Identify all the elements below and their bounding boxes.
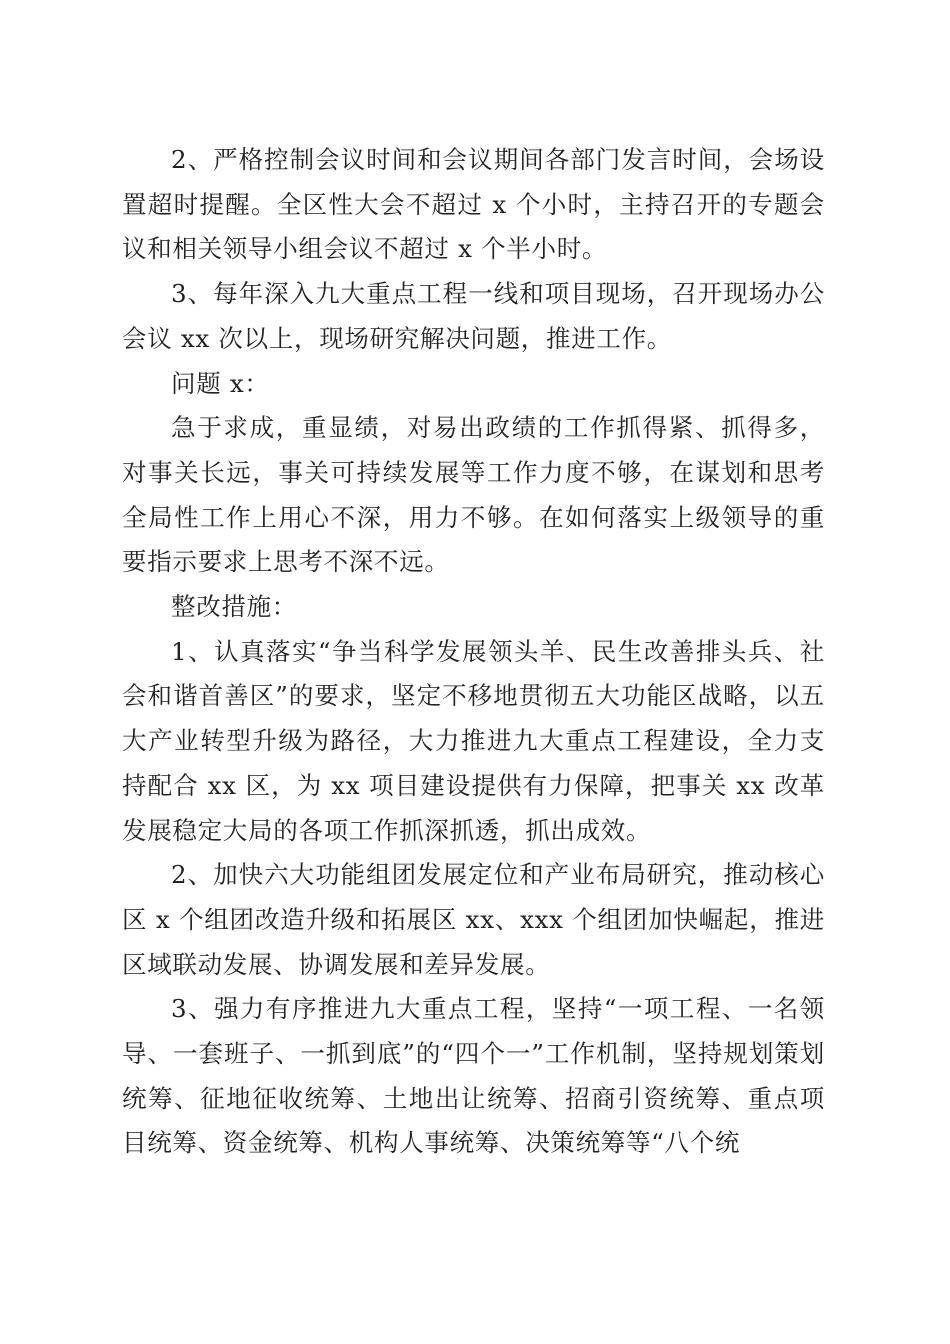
document-body	[122, 138, 825, 1166]
paragraph-measure-3: 3、每年深入九大重点工程一线和项目现场，召开现场办公会议 xx 次以上，现场研究解决问题，推进工作。	[122, 279, 825, 353]
rectification-item-1: 1、认真落实“争当科学发展领头羊、民生改善排头兵、社会和谐首善区”的要求，坚定不移地贯彻五大功能区战略，以五大产业转型升级为路径，大力推进九大重点工程建设，全力支持配合 xx 区，为 xx 项目建设提供有力保障，把事关 xx 改革发展稳定大局的各项工作抓深抓透，抓出成效。	[122, 636, 825, 845]
problem-heading: 问题 x：	[171, 368, 270, 398]
rectification-heading: 整改措施：	[171, 592, 297, 622]
paragraph-measure-2: 2、严格控制会议时间和会议期间各部门发言时间，会场设置超时提醒。全区性大会不超过 x 个小时，主持召开的专题会议和相关领导小组会议不超过 x 个半小时。	[122, 145, 825, 264]
rectification-item-2: 2、加快六大功能组团发展定位和产业布局研究，推动核心区 x 个组团改造升级和拓展区 xx、xxx 个组团加快崛起，推进区域联动发展、协调发展和差异发展。	[122, 860, 825, 979]
rectification-item-3: 3、强力有序推进九大重点工程，坚持“一项工程、一名领导、一套班子、一抓到底”的“四个一”工作机制，坚持规划策划统筹、征地征收统筹、土地出让统筹、招商引资统筹、重点项目统筹、资金统筹、机构人事统筹、决策统筹等“八个统	[122, 994, 825, 1158]
problem-description: 急于求成，重显绩，对易出政绩的工作抓得紧、抓得多，对事关长远，事关可持续发展等工作力度不够，在谋划和思考全局性工作上用心不深，用力不够。在如何落实上级领导的重要指示要求上思考不深不远。	[122, 413, 825, 577]
